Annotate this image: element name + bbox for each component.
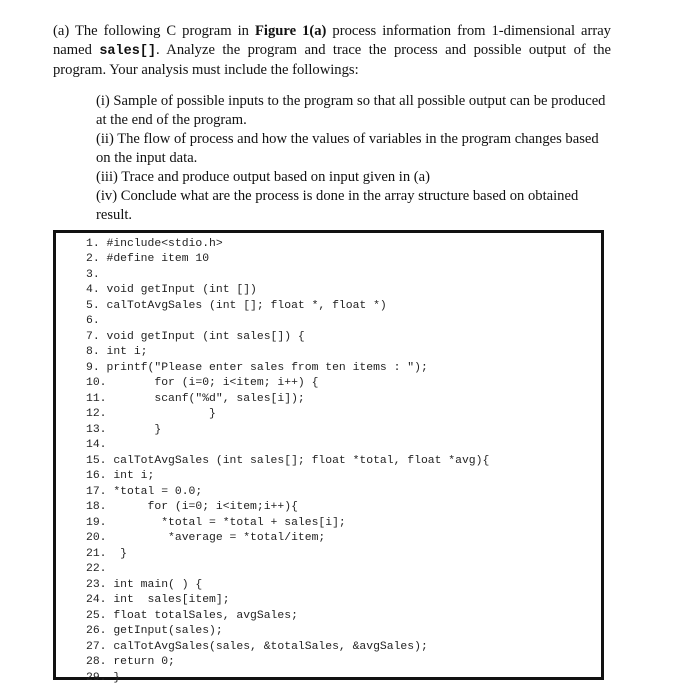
code-line: 11. scanf("%d", sales[i]); bbox=[86, 393, 305, 405]
question-item: (iii) Trace and produce output based on input given in (a) bbox=[96, 169, 430, 185]
code-line: 26. getInput(sales); bbox=[86, 625, 223, 637]
code-line: 20. *average = *total/item; bbox=[86, 532, 326, 544]
code-figure bbox=[53, 230, 604, 684]
code-line: 14. bbox=[86, 439, 107, 451]
code-line: 16. int i; bbox=[86, 470, 155, 482]
code-line: 23. int main( ) { bbox=[86, 579, 203, 591]
intro-prefix: (a) The following C program in bbox=[53, 23, 255, 39]
question-item: (iv) Conclude what are the process is done in the array structure based on obtained result. bbox=[96, 188, 579, 223]
question-intro bbox=[53, 22, 611, 80]
code-line: 17. *total = 0.0; bbox=[86, 486, 203, 498]
intro-suffix: . Analyze the program and trace the process and possible output of the program. Your analysis must include the followings: bbox=[53, 42, 611, 78]
code-line: 27. calTotAvgSales(sales, &totalSales, &avgSales); bbox=[86, 641, 428, 653]
intro-mid: process information from 1-dimensional array named bbox=[53, 23, 611, 58]
code-line: 4. void getInput (int []) bbox=[86, 284, 257, 296]
code-line: 21. } bbox=[86, 548, 128, 560]
question-item: (ii) The flow of process and how the values of variables in the program changes based on the input data. bbox=[96, 131, 599, 166]
code-line: 7. void getInput (int sales[]) { bbox=[86, 331, 305, 343]
code-line: 8. int i; bbox=[86, 346, 148, 358]
code-line: 19. *total = *total + sales[i]; bbox=[86, 517, 346, 529]
array-name: sales[] bbox=[99, 44, 157, 59]
question-items bbox=[96, 92, 611, 225]
code-line: 29. } bbox=[86, 672, 121, 684]
code-line: 1. #include<stdio.h> bbox=[86, 238, 223, 250]
code-line: 3. bbox=[86, 269, 100, 281]
code-line: 25. float totalSales, avgSales; bbox=[86, 610, 298, 622]
code-line: 24. int sales[item]; bbox=[86, 594, 230, 606]
code-line: 22. bbox=[86, 563, 107, 575]
code-line: 10. for (i=0; i<item; i++) { bbox=[86, 377, 319, 389]
code-line: 9. printf("Please enter sales from ten items : "); bbox=[86, 362, 428, 374]
code-line: 5. calTotAvgSales (int []; float *, float *) bbox=[86, 300, 387, 312]
figure-reference: Figure 1(a) bbox=[255, 23, 327, 39]
question-item: (i) Sample of possible inputs to the program so that all possible output can be produced at the end of the program. bbox=[96, 93, 606, 128]
code-line: 2. #define item 10 bbox=[86, 253, 210, 265]
code-line: 18. for (i=0; i<item;i++){ bbox=[86, 501, 298, 513]
code-line: 15. calTotAvgSales (int sales[]; float *total, float *avg){ bbox=[86, 455, 490, 467]
code-line: 28. return 0; bbox=[86, 656, 175, 668]
code-line: 13. } bbox=[86, 424, 162, 436]
code-line: 12. } bbox=[86, 408, 216, 420]
code-line: 6. bbox=[86, 315, 100, 327]
